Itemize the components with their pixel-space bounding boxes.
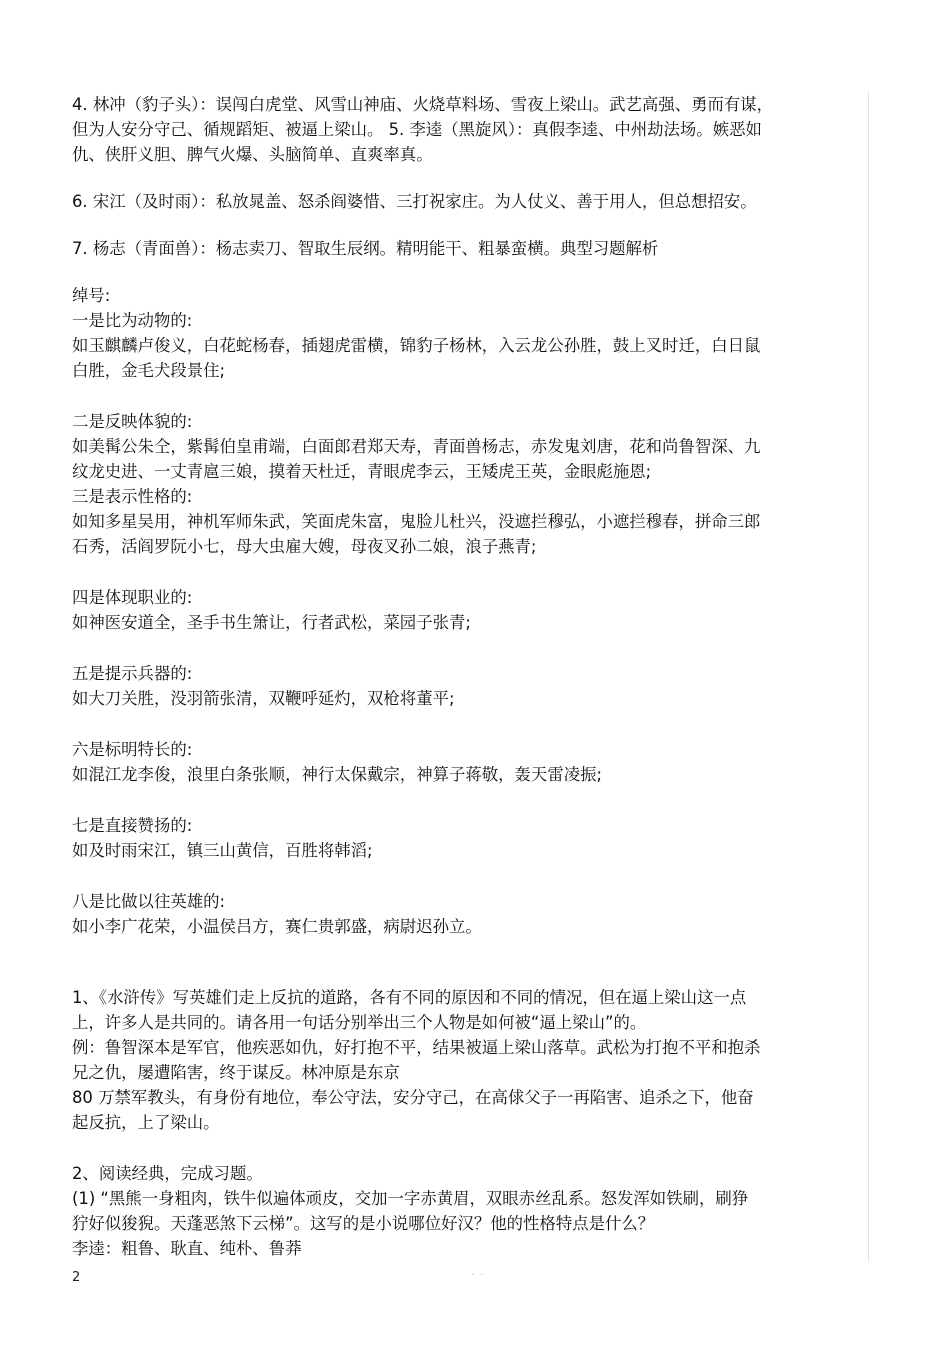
answer-text: 例：鲁智深本是军官，他疾恶如仇，好打抱不平，结果被逼上梁山落草。武松为打抱不平和抱杀 (72, 1038, 761, 1057)
section-heading: 二是反映体貌的: (72, 412, 193, 431)
text-line: 白胜，金毛犬段景住; (72, 361, 226, 380)
spacer (72, 167, 862, 189)
text-line: 6. 宋江（及时雨）：私放晁盖、怒杀阎婆惜、三打祝家庄。为人仗义、善于用人，但总想招安。 (72, 192, 757, 211)
text-line: 如神医安道全，圣手书生箫让，行者武松，菜园子张青; (72, 613, 471, 632)
section-heading: 三是表示性格的: (72, 487, 193, 506)
section-heading: 八是比做以往英雄的: (72, 892, 226, 911)
answer-text: 起反抗，上了梁山。 (72, 1113, 220, 1132)
section-heading: 七是直接赞扬的: (72, 816, 193, 835)
scan-mark: ˙ ˙ (470, 1272, 485, 1285)
spacer (72, 711, 862, 737)
spacer (72, 214, 862, 236)
spacer (72, 939, 862, 985)
section-heading: 一是比为动物的: (72, 311, 193, 330)
question-text: (1) “黑熊一身粗肉，铁牛似遍体顽皮，交加一字赤黄眉，双眼赤丝乱系。怒发浑如铁刷，刷狰 (72, 1189, 749, 1208)
text-line: 但为人安分守己、循规蹈矩、被逼上梁山。 5. 李逵（黑旋风）：真假李逵、中州劫法场。嫉恶如 (72, 120, 762, 139)
spacer (72, 261, 862, 283)
text-line: 如玉麒麟卢俊义，白花蛇杨春，插翅虎雷横，锦豹子杨林，入云龙公孙胜，鼓上叉时迁，白日鼠 (72, 336, 761, 355)
text-line: 如美髯公朱仝，紫髯伯皇甫端，白面郎君郑天寿，青面兽杨志，赤发鬼刘唐，花和尚鲁智深、九 (72, 437, 761, 456)
question-text: 上，许多人是共同的。请各用一句话分别举出三个人物是如何被“逼上梁山”的。 (72, 1013, 647, 1032)
question-text: 1、《水浒传》写英雄们走上反抗的道路，各有不同的原因和不同的情况，但在逼上梁山这一点 (72, 988, 747, 1007)
page-edge-line (868, 92, 869, 1262)
text-line: 4. 林冲（豹子头）：误闯白虎堂、风雪山神庙、火烧草料场、雪夜上梁山。武艺高强、勇而有谋， (72, 95, 774, 114)
text-line: 如混江龙李俊，浪里白条张顺，神行太保戴宗，神算子蒋敬，轰天雷凌振; (72, 765, 603, 784)
text-line: 仇、侠肝义胆、脾气火爆、头脑简单、直爽率真。 (72, 145, 433, 164)
text-line: 7. 杨志（青面兽）：杨志卖刀、智取生辰纲。精明能干、粗暴蛮横。典型习题解析 (72, 239, 659, 258)
text-line: 石秀，活阎罗阮小七，母大虫雇大嫂，母夜叉孙二娘，浪子燕青; (72, 537, 537, 556)
section-heading: 绰号: (72, 286, 111, 305)
section-heading: 六是标明特长的: (72, 740, 193, 759)
text-line: 如知多星吴用，神机军师朱武，笑面虎朱富，鬼脸儿杜兴，没遮拦穆弘，小遮拦穆春，拼命三郎 (72, 512, 761, 531)
text-line: 如大刀关胜，没羽箭张清，双鞭呼延灼，双枪将董平; (72, 689, 455, 708)
spacer (72, 383, 862, 409)
page-number: 2 (72, 1270, 81, 1285)
spacer (72, 635, 862, 661)
question-text: 2、阅读经典，完成习题。 (72, 1164, 263, 1183)
text-line: 如小李广花荣，小温侯吕方，赛仁贵郭盛，病尉迟孙立。 (72, 917, 482, 936)
section-heading: 四是体现职业的: (72, 588, 193, 607)
spacer (72, 1135, 862, 1161)
answer-text: 兄之仇，屡遭陷害，终于谋反。林冲原是东京 (72, 1063, 400, 1082)
answer-text: 80 万禁军教头，有身份有地位，奉公守法，安分守己，在高俅父子一再陷害、追杀之下，他奋 (72, 1088, 754, 1107)
spacer (72, 787, 862, 813)
text-line: 如及时雨宋江，镇三山黄信，百胜将韩滔; (72, 841, 373, 860)
text-line: 纹龙史进、一丈青扈三娘，摸着天杜迁，青眼虎李云，王矮虎王英，金眼彪施恩; (72, 462, 652, 481)
answer-text: 李逵：粗鲁、耿直、纯朴、鲁莽 (72, 1239, 302, 1258)
spacer (72, 559, 862, 585)
section-heading: 五是提示兵器的: (72, 664, 193, 683)
spacer (72, 863, 862, 889)
question-text: 狞好似狻猊。天蓬恶煞下云梯”。这写的是小说哪位好汉？他的性格特点是什么？ (72, 1214, 655, 1233)
document-body (72, 92, 862, 1261)
